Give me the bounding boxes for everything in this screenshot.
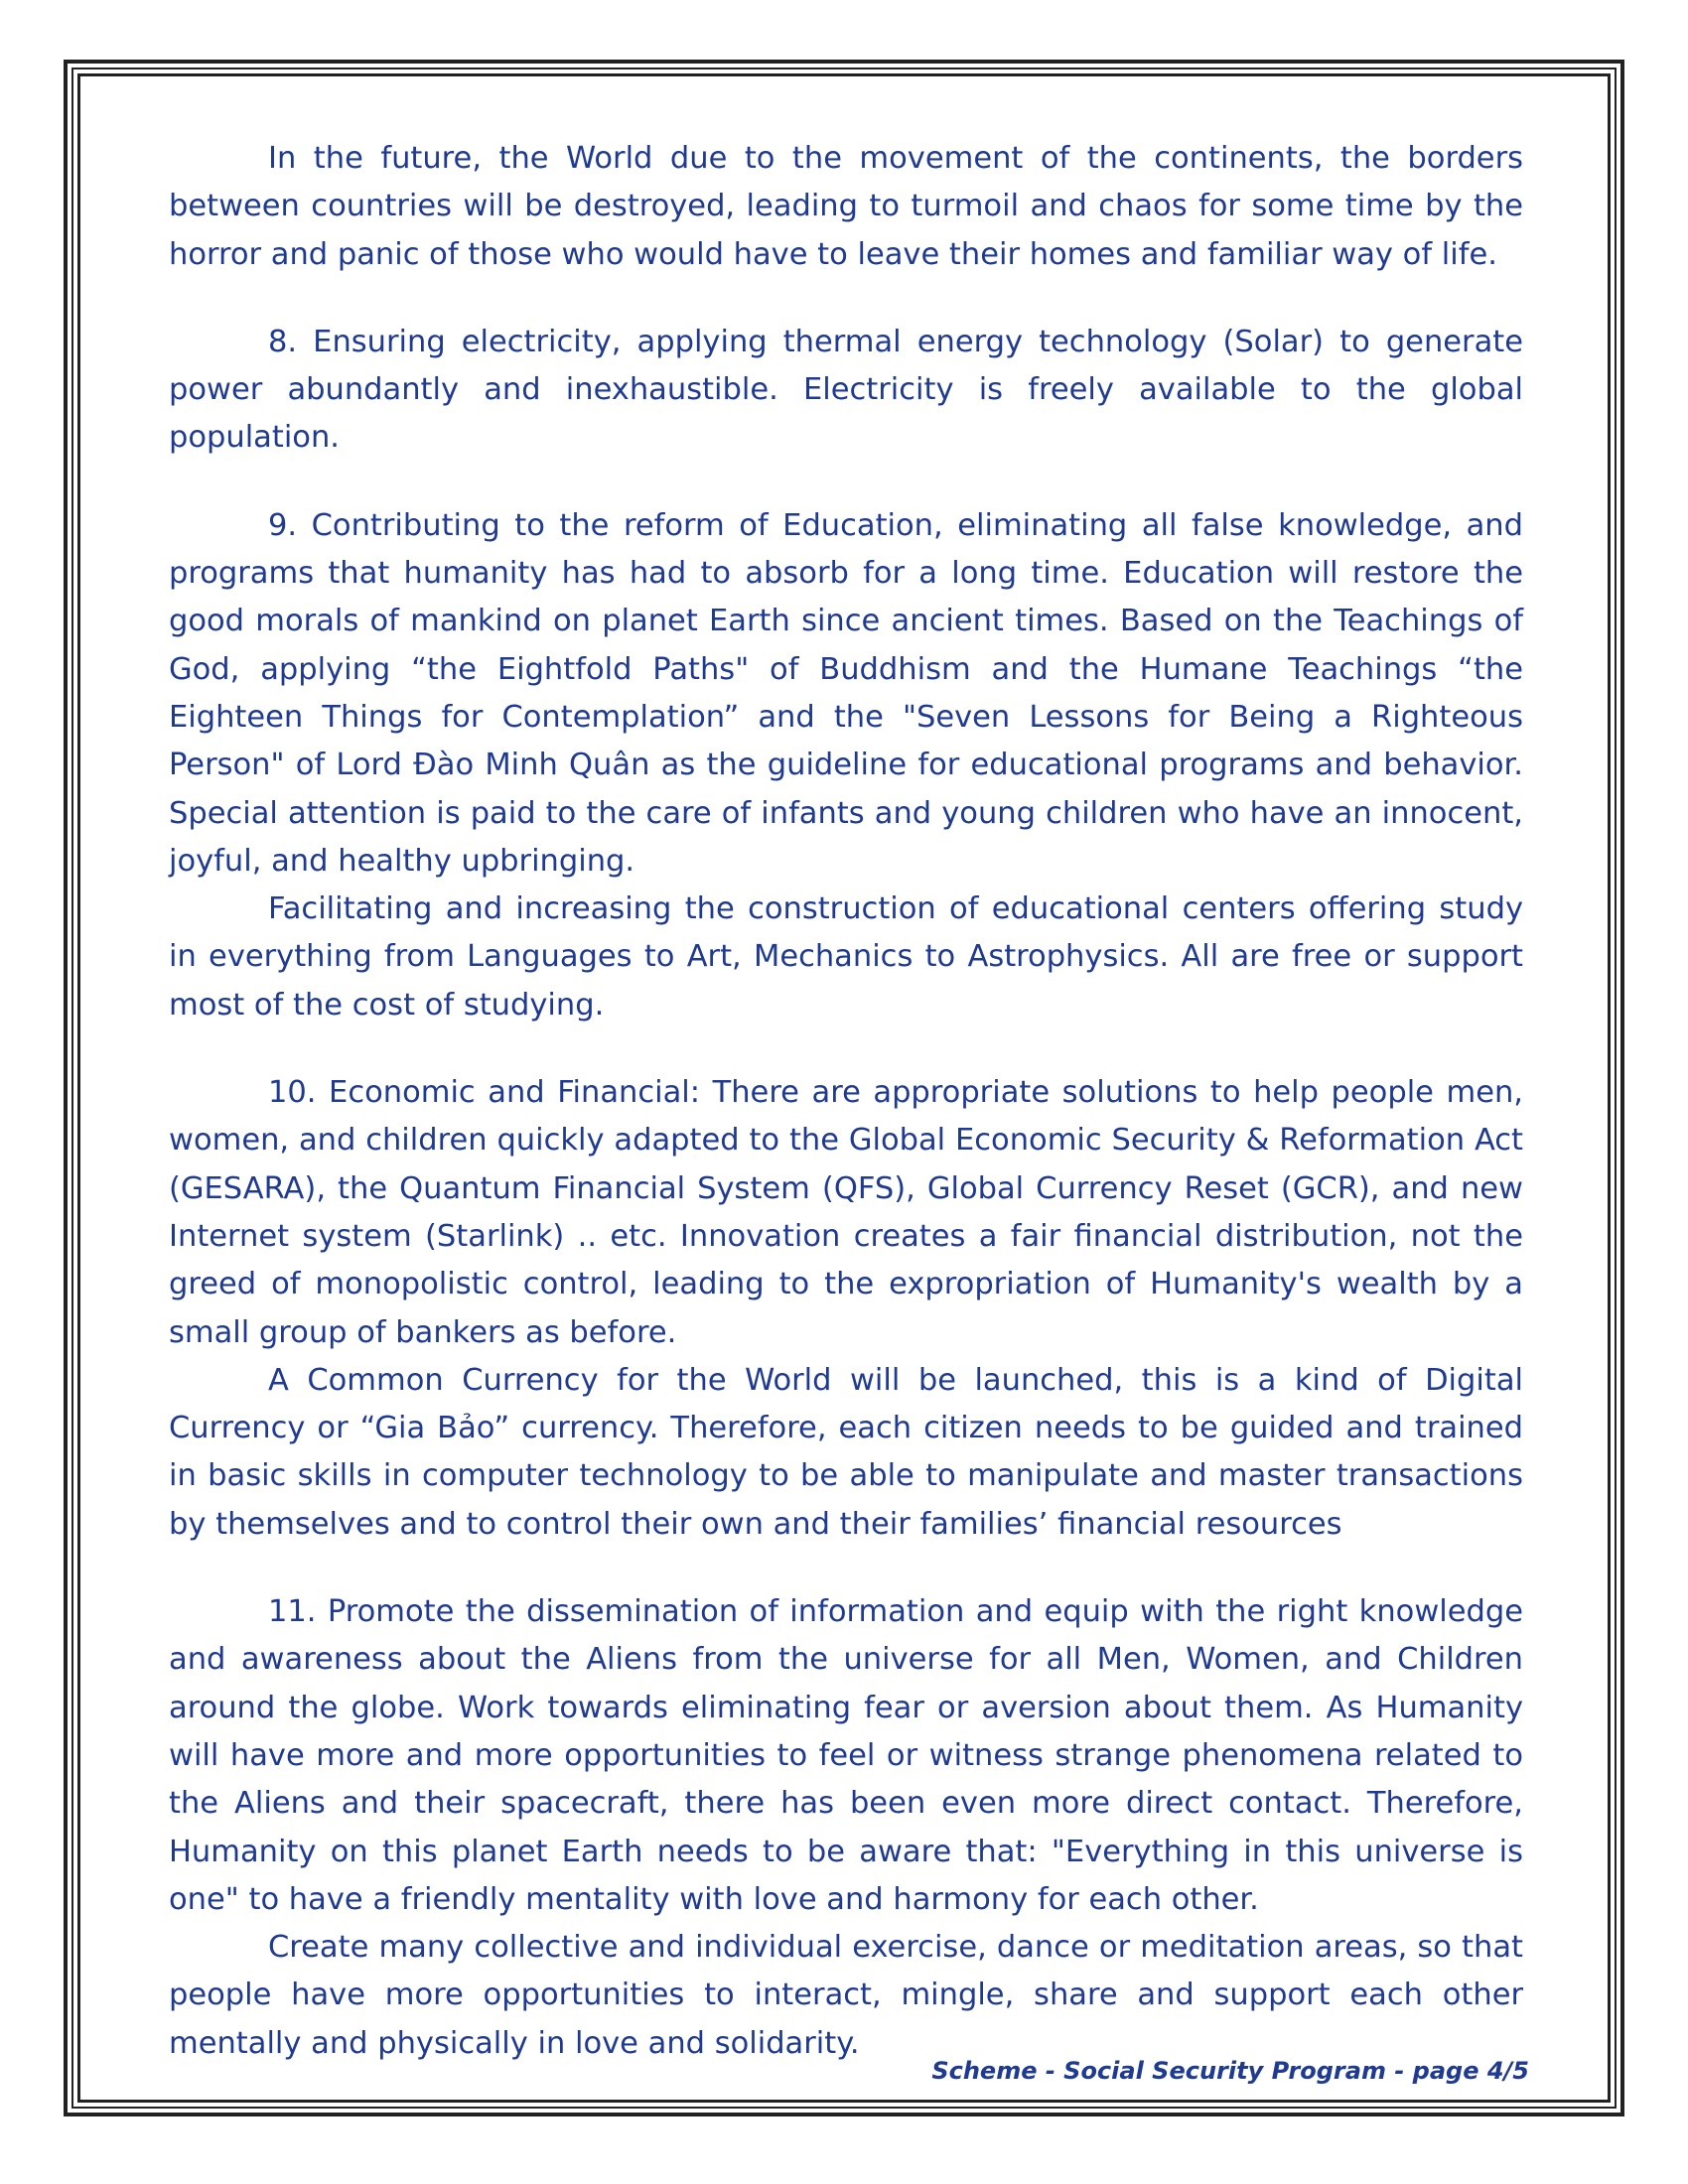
paragraph-continents: In the future, the World due to the movement of the continents, the borders between countries will be destroyed, leading to turmoil and chaos for some time by the horror and panic of those who would have to leave their homes and familiar way of life. xyxy=(169,141,1523,272)
paragraph-item-8-electricity: 8. Ensuring electricity, applying thermal energy technology (Solar) to generate power abundantly and inexhaustible. Electricity is freely available to the global population. xyxy=(169,324,1523,456)
page-footer: Scheme - Social Security Program - page 4/5 xyxy=(931,2057,1529,2085)
paragraph-item-9-education: 9. Contributing to the reform of Education, eliminating all false knowledge, and programs that humanity has had to absorb for a long time. Education will restore the good morals of mankind on planet Earth since ancient times. Based on the Teachings of God, applying “the Eightfold Paths" of Buddhism and the Humane Teachings “the Eighteen Things for Contemplation” and the "Seven Lessons for Being a Righteous Person" of Lord Đào Minh Quân as the guideline for educational programs and behavior. Special attention is paid to the care of infants and young children who have an innocent, joyful, and healthy upbringing. xyxy=(169,507,1523,879)
paragraph-educational-centers: Facilitating and increasing the construction of educational centers offering study in everything from Languages to Art, Mechanics to Astrophysics. All are free or support most of the cost of studying. xyxy=(169,891,1523,1023)
paragraph-common-currency: A Common Currency for the World will be launched, this is a kind of Digital Currency or “Gia Bảo” currency. Therefore, each citizen needs to be guided and trained in basic skills in computer technology to be able to manipulate and master transactions by themselves and to control their own and their families’ financial resources xyxy=(169,1362,1523,1542)
document-body xyxy=(169,135,1523,2068)
paragraph-item-10-economic: 10. Economic and Financial: There are appropriate solutions to help people men, women, and children quickly adapted to the Global Economic Security & Reformation Act (GESARA), the Quantum Financial System (QFS), Global Currency Reset (GCR), and new Internet system (Starlink) .. etc. Innovation creates a fair financial distribution, not the greed of monopolistic control, leading to the expropriation of Humanity's wealth by a small group of bankers as before. xyxy=(169,1075,1523,1350)
paragraph-exercise-areas: Create many collective and individual exercise, dance or meditation areas, so that people have more opportunities to interact, mingle, share and support each other mentally and physically in love and solidarity. xyxy=(169,1930,1523,2061)
paragraph-item-11-aliens: 11. Promote the dissemination of information and equip with the right knowledge and awareness about the Aliens from the universe for all Men, Women, and Children around the globe. Work towards eliminating fear or aversion about them. As Humanity will have more and more opportunities to feel or witness strange phenomena related to the Aliens and their spacecraft, there has been even more direct contact. Therefore, Humanity on this planet Earth needs to be aware that: "Everything in this universe is one" to have a friendly mentality with love and harmony for each other. xyxy=(169,1594,1523,1917)
